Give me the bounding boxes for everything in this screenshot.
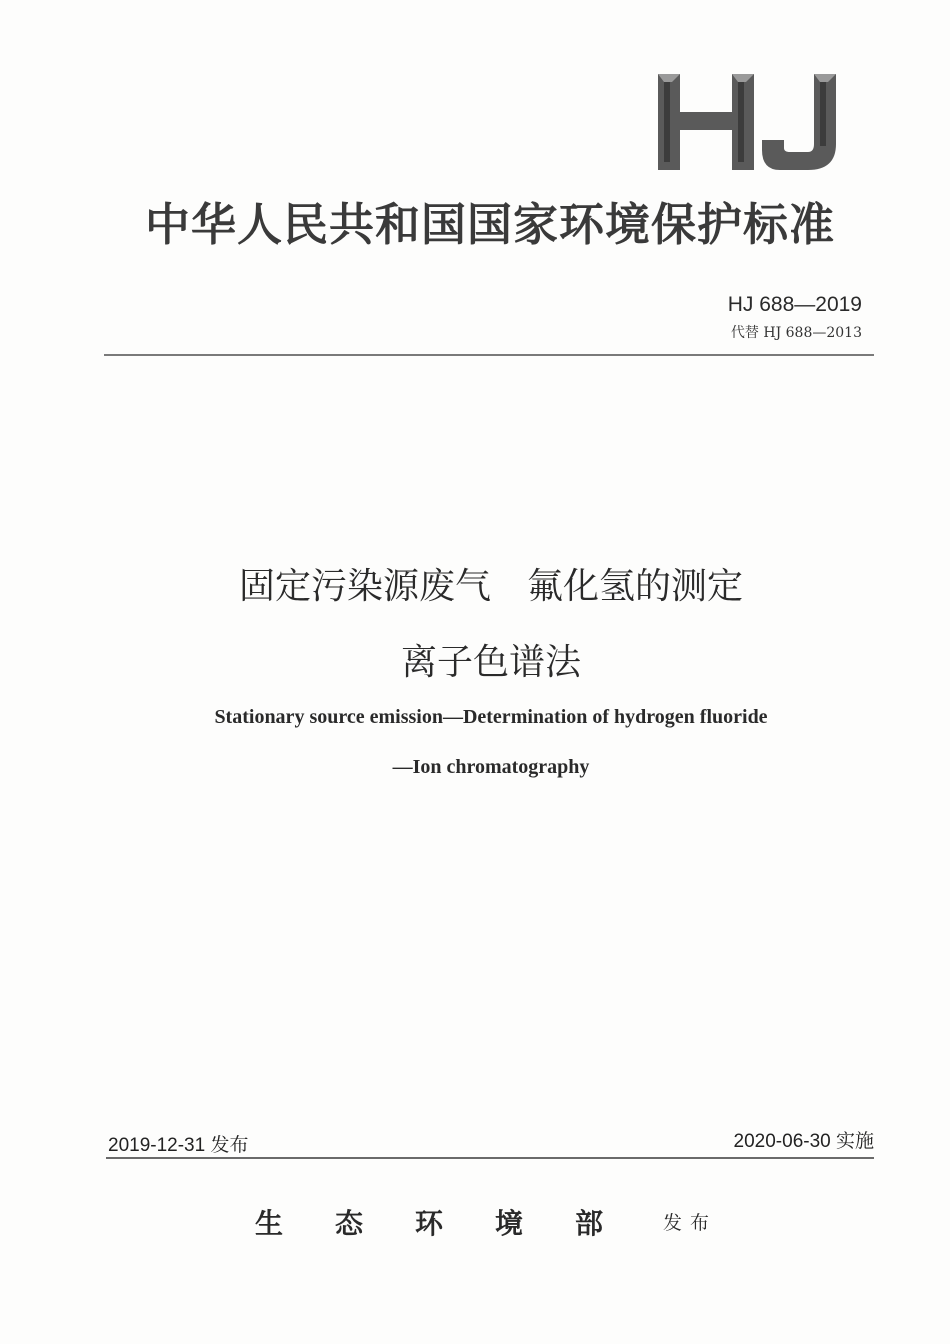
footer-divider (106, 1157, 874, 1159)
english-title-line-1: Stationary source emission—Determination of hydrogen fluoride (214, 706, 768, 728)
issuing-authority: 生态环境部 (255, 1207, 656, 1240)
logo-letter-j (762, 74, 836, 170)
replaced-standard: 代替 HJ 688—2013 (730, 325, 862, 341)
chinese-title-line-1: 固定污染源废气 氟化氢的测定 (238, 566, 743, 607)
national-standard-title: 中华人民共和国国家环境保护标准 (144, 198, 835, 251)
english-title-line-2: —Ion chromatography (392, 756, 590, 778)
chinese-title-line-2: 离子色谱法 (400, 642, 581, 683)
standard-number: HJ 688—2019 (727, 293, 862, 316)
logo-letter-h (658, 74, 754, 170)
implementation-date: 2020-06-30 实施 (733, 1131, 874, 1152)
hj-logo (650, 70, 850, 175)
issuing-authority-suffix: 发布 (663, 1212, 718, 1234)
issue-date: 2019-12-31 发布 (108, 1135, 249, 1156)
header-divider (104, 354, 874, 356)
